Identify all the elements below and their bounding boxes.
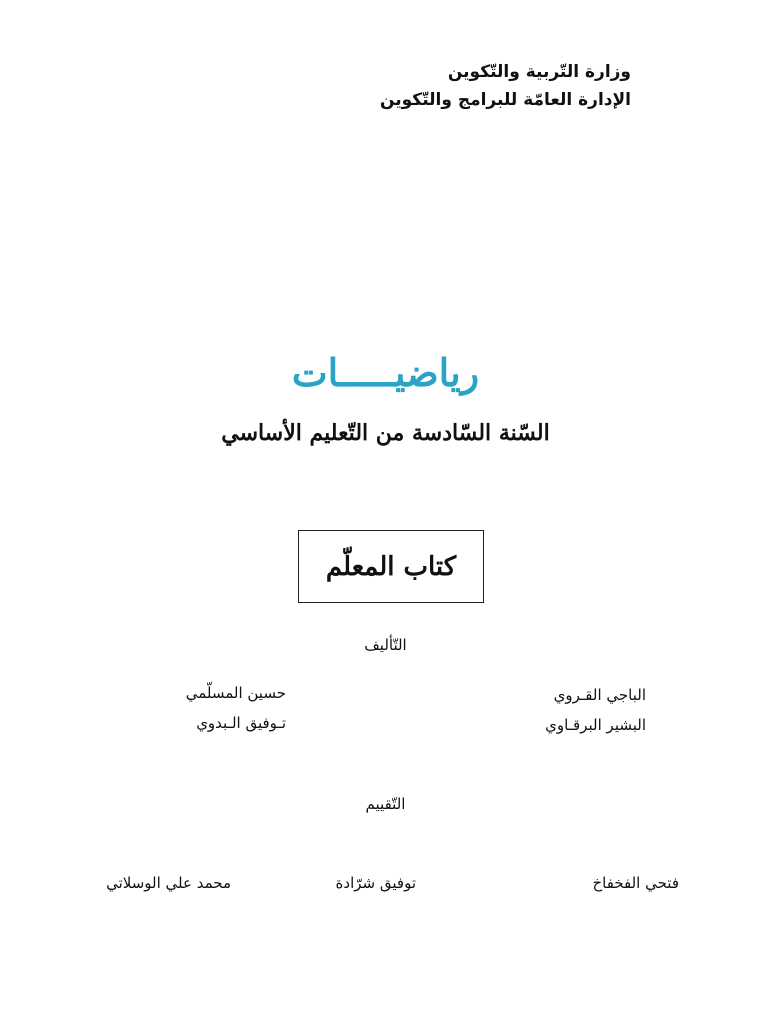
- ministry-header: [380, 58, 631, 114]
- author-name: البشير البرقـاوي: [545, 716, 646, 734]
- reviewers-heading: التّقييم: [365, 795, 406, 813]
- author-name: حسين المسلّمي: [185, 684, 286, 702]
- directorate-name: الإدارة العامّة للبرامج والتّكوين: [379, 90, 631, 110]
- edition-label: كتاب المعلّم: [325, 551, 457, 582]
- book-title: رياضيـــــات: [291, 350, 480, 395]
- author-name: تـوفيق الـبدوي: [196, 714, 286, 732]
- authors-heading: التّأليف: [364, 636, 407, 654]
- reviewer-name: توفيق شرّادة: [335, 874, 416, 892]
- authors-left-column: [186, 678, 286, 738]
- book-subtitle: السّنة السّادسة من التّعليم الأساسي: [221, 420, 550, 446]
- reviewer-name: محمد علي الوسلاتي: [106, 874, 231, 892]
- edition-box: [298, 530, 484, 603]
- author-name: الباجي القـروي: [553, 686, 646, 704]
- authors-right-column: [545, 680, 646, 740]
- reviewer-name: فتحي الفخفاخ: [592, 874, 679, 892]
- ministry-name: وزارة التّربية والتّكوين: [447, 62, 631, 82]
